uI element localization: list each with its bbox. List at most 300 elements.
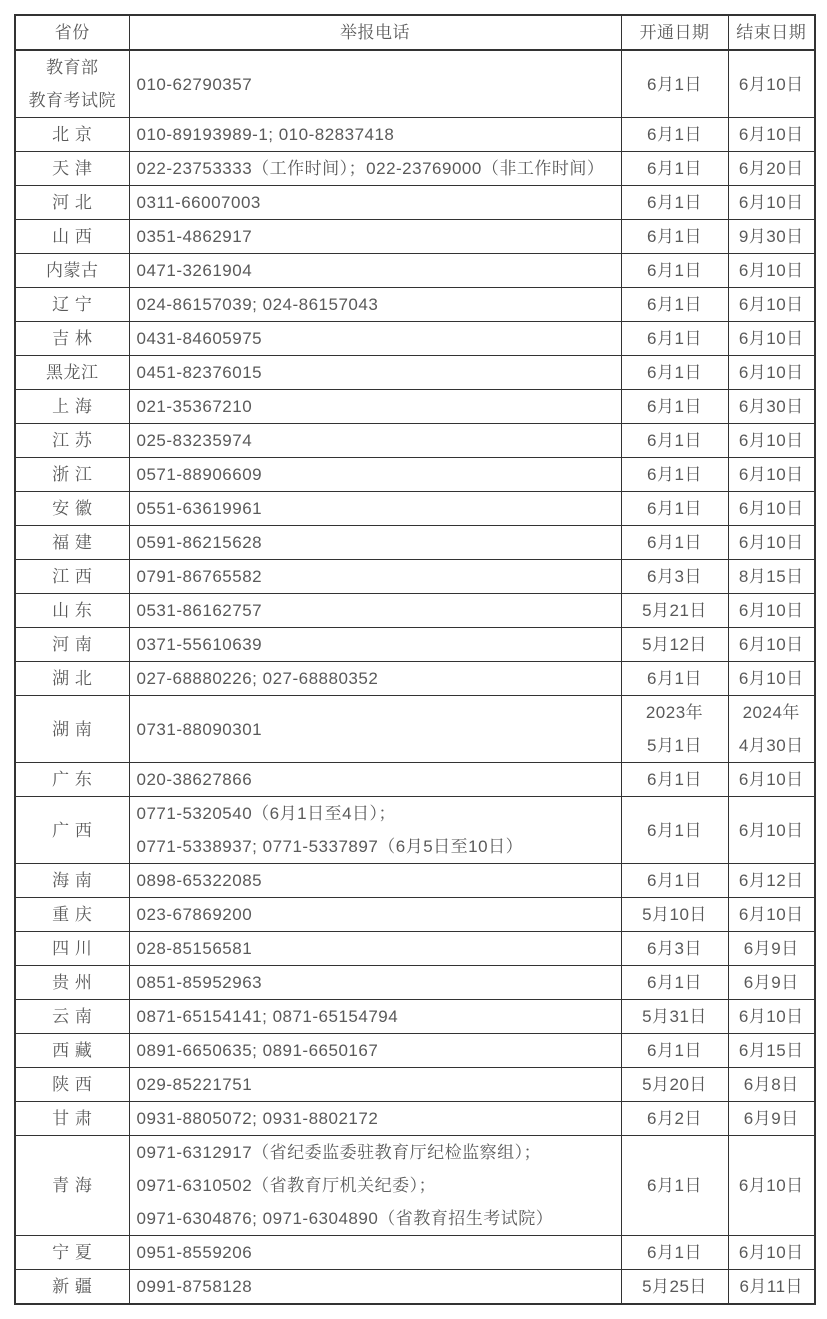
phone-line: 022-23753333（工作时间）；022-23769000（非工作时间） <box>136 159 605 178</box>
end-date-line: 6月10日 <box>738 820 804 840</box>
phone-line: 0731-88090301 <box>136 719 263 739</box>
province-cell <box>15 594 129 628</box>
open-date-cell <box>621 526 728 560</box>
open-date-cell <box>621 254 728 288</box>
header-row <box>15 15 815 50</box>
open-date-cell <box>621 390 728 424</box>
end-date-cell <box>728 390 815 424</box>
open-date-cell <box>621 50 728 118</box>
phone-cell <box>129 424 621 458</box>
end-date-line: 6月10日 <box>738 295 804 314</box>
province-line: 湖 南 <box>52 719 93 739</box>
province-cell <box>15 628 129 662</box>
end-date-cell <box>728 356 815 390</box>
open-date-cell <box>621 1000 728 1034</box>
province-line: 广 东 <box>52 770 93 789</box>
phone-line: 0571-88906609 <box>136 465 263 484</box>
open-date-line: 6月3日 <box>647 567 702 586</box>
end-date-line: 6月10日 <box>738 125 804 144</box>
open-date-cell <box>621 966 728 1000</box>
table-body <box>15 50 815 1304</box>
end-date-cell <box>728 492 815 526</box>
province-cell <box>15 390 129 424</box>
phone-line: 025-83235974 <box>136 431 253 450</box>
end-date-line: 6月10日 <box>738 1243 804 1262</box>
open-date-line: 6月1日 <box>647 1041 702 1060</box>
province-line: 北 京 <box>52 125 93 144</box>
phone-cell <box>129 152 621 186</box>
table-row <box>15 1034 815 1068</box>
open-date-line: 6月1日 <box>647 669 702 688</box>
end-date-line: 2024年 <box>742 703 800 722</box>
end-date-cell <box>728 763 815 797</box>
end-date-line: 6月30日 <box>738 397 804 416</box>
province-cell <box>15 932 129 966</box>
table-row <box>15 1000 815 1034</box>
phone-line: 028-85156581 <box>136 939 253 958</box>
province-line: 青 海 <box>52 1176 93 1195</box>
open-date-line: 6月3日 <box>647 939 702 958</box>
end-date-line: 6月10日 <box>738 1176 804 1195</box>
province-line: 教育部 <box>46 58 99 77</box>
province-line: 吉 林 <box>52 329 93 348</box>
table-row <box>15 1136 815 1236</box>
open-date-cell <box>621 696 728 763</box>
end-date-cell <box>728 118 815 152</box>
end-date-line: 6月11日 <box>739 1277 804 1296</box>
province-cell <box>15 1270 129 1305</box>
phone-cell <box>129 966 621 1000</box>
province-cell <box>15 254 129 288</box>
end-date-line: 6月10日 <box>738 601 804 620</box>
phone-line: 0871-65154141; 0871-65154794 <box>136 1007 399 1026</box>
open-date-line: 6月1日 <box>647 770 702 789</box>
open-date-line: 6月2日 <box>647 1109 702 1128</box>
table-row <box>15 50 815 118</box>
table-row <box>15 288 815 322</box>
end-date-cell <box>728 526 815 560</box>
open-date-line: 6月1日 <box>647 820 702 840</box>
end-date-cell <box>728 594 815 628</box>
open-date-cell <box>621 628 728 662</box>
phone-line: 0898-65322085 <box>136 871 263 890</box>
phone-cell <box>129 1136 621 1236</box>
end-date-line: 8月15日 <box>738 567 804 586</box>
province-cell <box>15 898 129 932</box>
phone-line: 0771-5338937; 0771-5337897（6月5日至10日） <box>136 837 524 856</box>
table-row <box>15 118 815 152</box>
phone-line: 010-62790357 <box>136 74 253 94</box>
hotline-table <box>14 14 816 1305</box>
province-cell <box>15 50 129 118</box>
end-date-cell <box>728 1102 815 1136</box>
province-line: 甘 肃 <box>52 1109 93 1128</box>
phone-cell <box>129 763 621 797</box>
end-date-line: 6月10日 <box>738 499 804 518</box>
end-date-cell <box>728 288 815 322</box>
end-date-line: 6月10日 <box>738 193 804 212</box>
table-row <box>15 763 815 797</box>
province-line: 黑龙江 <box>46 363 99 382</box>
phone-line: 0451-82376015 <box>136 363 263 382</box>
open-date-line: 6月1日 <box>647 1243 702 1262</box>
phone-line: 020-38627866 <box>136 770 253 789</box>
table-row <box>15 1068 815 1102</box>
province-line: 宁 夏 <box>52 1243 93 1262</box>
province-cell <box>15 186 129 220</box>
table-row <box>15 1102 815 1136</box>
end-date-cell <box>728 966 815 1000</box>
province-cell <box>15 864 129 898</box>
table-row <box>15 152 815 186</box>
province-line: 江 苏 <box>52 431 93 450</box>
open-date-cell <box>621 864 728 898</box>
open-date-line: 6月1日 <box>647 125 702 144</box>
province-line: 河 北 <box>52 193 93 212</box>
province-line: 天 津 <box>52 159 93 178</box>
phone-line: 027-68880226; 027-68880352 <box>136 669 379 688</box>
end-date-line: 6月12日 <box>738 871 804 890</box>
open-date-line: 6月1日 <box>647 871 702 890</box>
end-date-cell <box>728 152 815 186</box>
table-row <box>15 390 815 424</box>
table-row <box>15 662 815 696</box>
end-date-cell <box>728 1236 815 1270</box>
province-cell <box>15 356 129 390</box>
phone-line: 0591-86215628 <box>136 533 263 552</box>
province-cell <box>15 1034 129 1068</box>
phone-cell <box>129 797 621 864</box>
open-date-line: 6月1日 <box>647 533 702 552</box>
phone-cell <box>129 696 621 763</box>
province-cell <box>15 118 129 152</box>
phone-line: 0371-55610639 <box>136 635 263 654</box>
province-line: 上 海 <box>52 397 93 416</box>
table-row <box>15 628 815 662</box>
phone-cell <box>129 254 621 288</box>
phone-cell <box>129 594 621 628</box>
open-date-cell <box>621 1136 728 1236</box>
end-date-cell <box>728 560 815 594</box>
phone-line: 0551-63619961 <box>136 499 263 518</box>
province-line: 河 南 <box>52 635 93 654</box>
open-date-cell <box>621 458 728 492</box>
open-date-cell <box>621 763 728 797</box>
open-date-line: 6月1日 <box>647 329 702 348</box>
province-cell <box>15 526 129 560</box>
end-date-line: 6月10日 <box>738 635 804 654</box>
table-row <box>15 1270 815 1305</box>
open-date-line: 6月1日 <box>647 261 702 280</box>
end-date-line: 6月9日 <box>743 973 799 992</box>
end-date-cell <box>728 424 815 458</box>
province-cell <box>15 322 129 356</box>
phone-cell <box>129 220 621 254</box>
end-date-cell <box>728 50 815 118</box>
open-date-cell <box>621 356 728 390</box>
province-cell <box>15 1000 129 1034</box>
province-line: 福 建 <box>52 533 93 552</box>
province-cell <box>15 1102 129 1136</box>
end-date-line: 6月10日 <box>738 770 804 789</box>
province-line: 教育考试院 <box>28 91 116 110</box>
phone-cell <box>129 50 621 118</box>
table-row <box>15 186 815 220</box>
phone-line: 0951-8559206 <box>136 1243 253 1262</box>
open-date-line: 6月1日 <box>647 227 702 246</box>
phone-cell <box>129 356 621 390</box>
open-date-line: 5月12日 <box>642 635 707 654</box>
phone-cell <box>129 118 621 152</box>
province-line: 广 西 <box>52 820 93 840</box>
end-date-cell <box>728 1068 815 1102</box>
open-date-cell <box>621 1034 728 1068</box>
end-date-cell <box>728 1270 815 1305</box>
province-cell <box>15 1136 129 1236</box>
open-date-cell <box>621 1068 728 1102</box>
province-cell <box>15 1068 129 1102</box>
end-date-line: 6月9日 <box>743 939 799 958</box>
end-date-cell <box>728 1000 815 1034</box>
province-line: 四 川 <box>52 939 93 958</box>
open-date-line: 5月20日 <box>642 1075 707 1094</box>
province-line: 贵 州 <box>52 973 93 992</box>
phone-line: 0791-86765582 <box>136 567 263 586</box>
phone-cell <box>129 898 621 932</box>
open-date-line: 6月1日 <box>647 159 702 178</box>
open-date-cell <box>621 492 728 526</box>
province-line: 重 庆 <box>52 905 93 924</box>
end-date-cell <box>728 458 815 492</box>
province-cell <box>15 696 129 763</box>
end-date-cell <box>728 662 815 696</box>
table-row <box>15 424 815 458</box>
open-date-line: 6月1日 <box>647 295 702 314</box>
table-row <box>15 492 815 526</box>
phone-line: 0431-84605975 <box>136 329 263 348</box>
column-header-open_date: 开通日期 <box>621 15 728 50</box>
province-cell <box>15 560 129 594</box>
table-header <box>15 15 815 50</box>
phone-cell <box>129 932 621 966</box>
end-date-line: 6月10日 <box>738 669 804 688</box>
open-date-cell <box>621 1102 728 1136</box>
end-date-line: 6月10日 <box>738 1007 804 1026</box>
open-date-line: 5月10日 <box>642 905 707 924</box>
open-date-cell <box>621 898 728 932</box>
phone-line: 023-67869200 <box>136 905 253 924</box>
open-date-line: 6月1日 <box>647 363 702 382</box>
province-line: 陕 西 <box>52 1075 93 1094</box>
table-row <box>15 526 815 560</box>
column-header-end_date: 结束日期 <box>728 15 815 50</box>
end-date-line: 6月20日 <box>738 159 804 178</box>
phone-cell <box>129 1000 621 1034</box>
open-date-line: 6月1日 <box>647 193 702 212</box>
end-date-line: 6月10日 <box>738 261 804 280</box>
end-date-line: 6月10日 <box>738 363 804 382</box>
open-date-cell <box>621 322 728 356</box>
open-date-cell <box>621 932 728 966</box>
end-date-cell <box>728 254 815 288</box>
table-row <box>15 932 815 966</box>
phone-line: 0971-6310502（省教育厅机关纪委）； <box>136 1176 437 1195</box>
phone-cell <box>129 1068 621 1102</box>
province-cell <box>15 763 129 797</box>
phone-line: 029-85221751 <box>136 1075 253 1094</box>
phone-line: 0991-8758128 <box>136 1277 253 1296</box>
province-line: 湖 北 <box>52 669 93 688</box>
end-date-cell <box>728 628 815 662</box>
table-row <box>15 560 815 594</box>
open-date-line: 6月1日 <box>647 499 702 518</box>
phone-cell <box>129 864 621 898</box>
open-date-line: 5月31日 <box>642 1007 707 1026</box>
open-date-cell <box>621 288 728 322</box>
end-date-cell <box>728 898 815 932</box>
province-line: 江 西 <box>52 567 93 586</box>
end-date-line: 6月10日 <box>738 431 804 450</box>
open-date-cell <box>621 118 728 152</box>
table-row <box>15 797 815 864</box>
province-line: 浙 江 <box>52 465 93 484</box>
end-date-line: 6月10日 <box>738 905 804 924</box>
phone-cell <box>129 458 621 492</box>
province-cell <box>15 220 129 254</box>
province-cell <box>15 1236 129 1270</box>
open-date-cell <box>621 186 728 220</box>
phone-cell <box>129 1102 621 1136</box>
province-line: 云 南 <box>52 1007 93 1026</box>
phone-line: 0851-85952963 <box>136 973 263 992</box>
phone-cell <box>129 1034 621 1068</box>
end-date-cell <box>728 932 815 966</box>
table-row <box>15 458 815 492</box>
province-line: 辽 宁 <box>52 295 93 314</box>
table-row <box>15 594 815 628</box>
table-row <box>15 322 815 356</box>
end-date-cell <box>728 1136 815 1236</box>
end-date-cell <box>728 220 815 254</box>
phone-line: 010-89193989-1; 010-82837418 <box>136 125 395 144</box>
end-date-cell <box>728 696 815 763</box>
province-cell <box>15 662 129 696</box>
open-date-cell <box>621 1270 728 1305</box>
open-date-cell <box>621 152 728 186</box>
open-date-cell <box>621 797 728 864</box>
phone-line: 0311-66007003 <box>136 193 261 212</box>
column-header-phone: 举报电话 <box>129 15 621 50</box>
open-date-line: 5月1日 <box>647 736 702 755</box>
phone-line: 021-35367210 <box>136 397 253 416</box>
end-date-line: 9月30日 <box>738 227 804 246</box>
province-line: 海 南 <box>52 871 93 890</box>
phone-cell <box>129 662 621 696</box>
end-date-line: 6月15日 <box>738 1041 804 1060</box>
table-row <box>15 254 815 288</box>
end-date-line: 4月30日 <box>738 736 804 755</box>
phone-cell <box>129 186 621 220</box>
province-cell <box>15 152 129 186</box>
phone-line: 0891-6650635; 0891-6650167 <box>136 1041 379 1060</box>
table-row <box>15 864 815 898</box>
open-date-line: 5月21日 <box>642 601 707 620</box>
end-date-line: 6月10日 <box>738 533 804 552</box>
table-row <box>15 696 815 763</box>
end-date-cell <box>728 864 815 898</box>
province-cell <box>15 966 129 1000</box>
end-date-line: 6月9日 <box>743 1109 799 1128</box>
open-date-cell <box>621 1236 728 1270</box>
table-row <box>15 966 815 1000</box>
end-date-cell <box>728 186 815 220</box>
phone-cell <box>129 492 621 526</box>
phone-cell <box>129 628 621 662</box>
province-line: 山 西 <box>52 227 93 246</box>
open-date-cell <box>621 220 728 254</box>
province-cell <box>15 797 129 864</box>
end-date-cell <box>728 322 815 356</box>
end-date-line: 6月10日 <box>738 465 804 484</box>
open-date-cell <box>621 594 728 628</box>
phone-line: 0771-5320540（6月1日至4日）； <box>136 804 397 823</box>
phone-cell <box>129 390 621 424</box>
table-row <box>15 220 815 254</box>
phone-line: 0531-86162757 <box>136 601 263 620</box>
open-date-line: 6月1日 <box>647 973 702 992</box>
province-cell <box>15 288 129 322</box>
phone-line: 0471-3261904 <box>136 261 253 280</box>
phone-cell <box>129 322 621 356</box>
phone-line: 0971-6312917（省纪委监委驻教育厅纪检监察组）； <box>136 1143 542 1162</box>
province-line: 西 藏 <box>52 1041 93 1060</box>
phone-line: 0971-6304876; 0971-6304890（省教育招生考试院） <box>136 1209 554 1228</box>
table-row <box>15 898 815 932</box>
province-cell <box>15 458 129 492</box>
phone-cell <box>129 1236 621 1270</box>
phone-line: 0931-8805072; 0931-8802172 <box>136 1109 379 1128</box>
open-date-line: 6月1日 <box>647 431 702 450</box>
end-date-cell <box>728 1034 815 1068</box>
end-date-cell <box>728 797 815 864</box>
province-cell <box>15 424 129 458</box>
end-date-line: 6月10日 <box>738 74 804 94</box>
open-date-line: 6月1日 <box>647 74 702 94</box>
open-date-line: 5月25日 <box>642 1277 707 1296</box>
province-line: 新 疆 <box>52 1277 93 1296</box>
table-row <box>15 356 815 390</box>
end-date-line: 6月10日 <box>738 329 804 348</box>
province-cell <box>15 492 129 526</box>
phone-cell <box>129 526 621 560</box>
table-row <box>15 1236 815 1270</box>
phone-line: 024-86157039; 024-86157043 <box>136 295 379 314</box>
phone-cell <box>129 288 621 322</box>
open-date-cell <box>621 662 728 696</box>
phone-cell <box>129 560 621 594</box>
open-date-cell <box>621 560 728 594</box>
end-date-line: 6月8日 <box>743 1075 799 1094</box>
phone-cell <box>129 1270 621 1305</box>
phone-line: 0351-4862917 <box>136 227 253 246</box>
column-header-province: 省份 <box>15 15 129 50</box>
open-date-line: 6月1日 <box>647 465 702 484</box>
open-date-line: 2023年 <box>645 703 704 722</box>
open-date-cell <box>621 424 728 458</box>
province-line: 安 徽 <box>52 499 93 518</box>
open-date-line: 6月1日 <box>647 397 702 416</box>
province-line: 内蒙古 <box>46 261 99 280</box>
